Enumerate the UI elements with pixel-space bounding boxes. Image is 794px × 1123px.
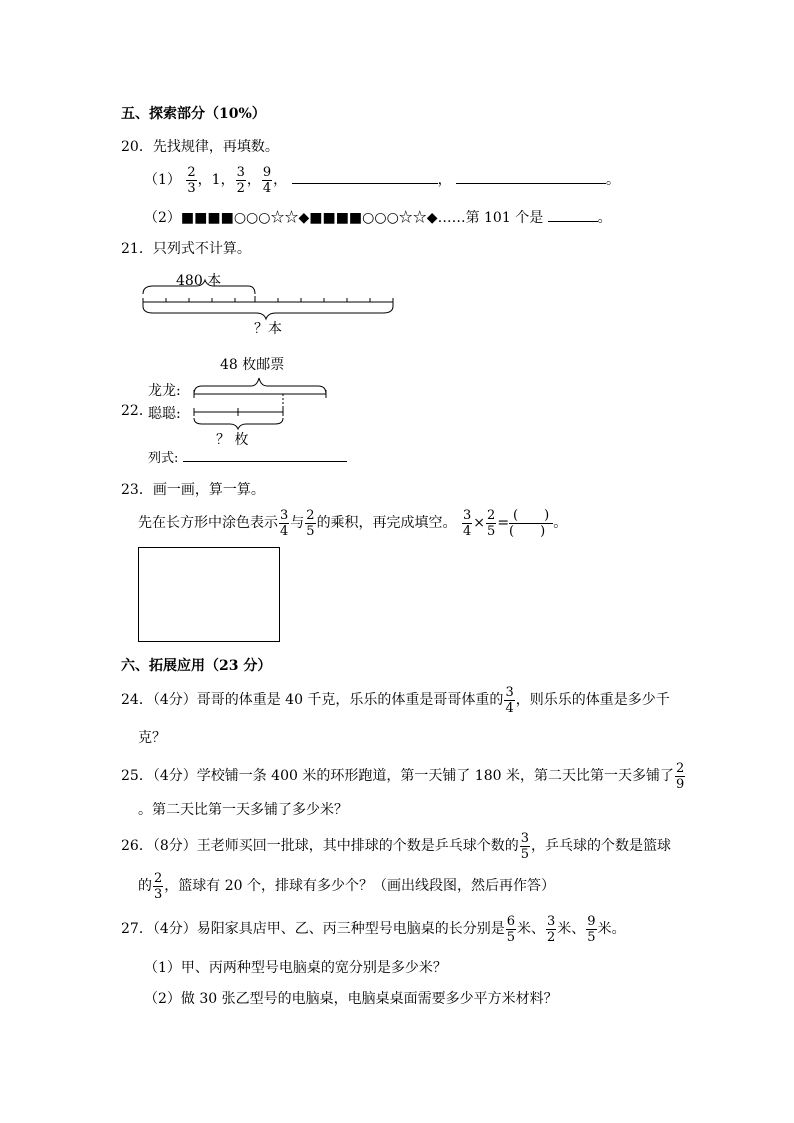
q24-line-2: 克？: [138, 730, 166, 746]
q20-frac-9-4: $\frac{9}{4}$: [262, 164, 272, 196]
q27-frac-3-2: $\frac{3}{2}$: [547, 913, 556, 945]
q24-text-a: 24．（4分）哥哥的体重是 40 千克，乐乐的体重是哥哥体重的: [121, 692, 504, 708]
q23-eq-frac-3-4: $\frac{3}{4}$: [463, 507, 472, 539]
q20-text: 先找规律，再填数。: [152, 139, 279, 155]
q25-text-a: 25．（4分）学校铺一条 400 米的环形跑道，第一天铺了 180 米，第二天比第一天多铺了: [121, 768, 674, 784]
q25-frac-2-9: $\frac{2}{9}$: [675, 760, 685, 792]
q25-line-2: 。第二天比第一天多铺了多少米？: [138, 802, 348, 818]
q27-unit-2: 米、: [557, 921, 586, 937]
q20-answer-blank-2[interactable]: [456, 183, 606, 184]
q22-top-brace: [194, 378, 326, 394]
q22-line-diagram: [146, 350, 336, 450]
q23-line-b: 的乘积，再完成填空。: [316, 515, 457, 531]
q26-text-d: ，篮球有 20 个，排球有多少个？（画出线段图，然后再作答）: [164, 878, 555, 894]
q27-sub-question-2: （2）做 30 张乙型号的电脑桌，电脑桌桌面需要多少平方米材料？: [144, 991, 558, 1007]
q20-part1-end: 。: [606, 172, 621, 188]
q24-line-1: [121, 680, 670, 720]
q23-instruction: [138, 504, 567, 542]
q21-label-top: 480 本: [176, 273, 222, 289]
q20-frac-2-3: $\frac{2}{3}$: [187, 164, 196, 196]
q23-line-a: 先在长方形中涂色表示: [138, 515, 278, 531]
q20-part2-text: ■■■■○○○☆☆◆■■■■○○○☆☆◆……第 101 个是: [180, 210, 544, 226]
q20-part2: [144, 207, 612, 227]
q20-part1-sep2: ，: [437, 172, 452, 188]
q25-line-1: [121, 756, 686, 796]
q23-frac-3-4: $\frac{3}{4}$: [280, 507, 289, 539]
q26-line-2: [138, 866, 555, 906]
q26-text-b: ，乒乓球的个数是篮球: [531, 838, 672, 854]
q26-frac-2-3: $\frac{2}{3}$: [154, 870, 163, 902]
q21-text: 只列式不计算。: [152, 241, 251, 257]
q21-number: 21．: [121, 241, 153, 257]
q21-ticks: [143, 296, 393, 306]
q27-unit-1: 米、: [517, 921, 546, 937]
q23-title: [121, 479, 265, 499]
q23-times: ×: [473, 515, 486, 531]
q20-part1-comma: ，: [246, 172, 261, 188]
q26-text-a: 26．（8分）王老师买回一批球，其中排球的个数是乒乓球个数的: [121, 838, 519, 854]
q21-line-diagram: [138, 266, 398, 338]
q20-part1-label: （1）: [144, 172, 181, 188]
q24-text-b: ，则乐乐的体重是多少千: [515, 692, 670, 708]
q22-formula-blank[interactable]: [183, 461, 347, 462]
q23-drawing-rectangle[interactable]: [138, 547, 280, 642]
q22-formula-line: [148, 447, 347, 466]
q22-number: 22．: [121, 403, 153, 419]
q22-label-bottom: ？ 枚: [216, 432, 249, 448]
q23-end: 。: [553, 515, 568, 531]
q26-text-c: 的: [138, 878, 152, 894]
section-6-title: 六、拓展应用（23 分）: [121, 658, 272, 674]
q22-name-congcong: 聪聪:: [148, 406, 181, 422]
q27-line-1: [121, 909, 626, 949]
section-5-title: 五、探索部分（10%）: [121, 106, 266, 122]
q27-frac-6-5: $\frac{6}{5}$: [506, 913, 516, 945]
q27-frac-9-5: $\frac{9}{5}$: [587, 913, 596, 945]
q21-label-bottom: ？本: [254, 321, 282, 337]
q20-frac-3-2: $\frac{3}{2}$: [236, 164, 245, 196]
q20-title: [121, 136, 279, 156]
q20-part1-mid: ，1，: [197, 172, 235, 188]
q20-part2-answer-blank[interactable]: [548, 221, 598, 222]
q20-answer-blank-1[interactable]: [292, 183, 438, 184]
q27-text-a: 27．（4分）易阳家具店甲、乙、丙三种型号电脑桌的长分别是: [121, 921, 505, 937]
q20-part1-sep1: ，: [273, 172, 288, 188]
q20-number: 20．: [121, 139, 153, 155]
q22-label-top: 48 枚邮票: [220, 357, 285, 373]
q23-eq-frac-2-5: $\frac{2}{5}$: [487, 507, 496, 539]
q23-mid: 与: [290, 515, 305, 531]
q20-part2-label: （2）: [144, 210, 181, 226]
q26-frac-3-5: $\frac{3}{5}$: [520, 830, 530, 862]
q24-frac-3-4: $\frac{3}{4}$: [505, 684, 514, 716]
q27-sub-question-1: （1）甲、丙两种型号电脑桌的宽分别是多少米？: [144, 960, 447, 976]
q27-unit-3: 米。: [597, 921, 626, 937]
q20-part2-end: 。: [597, 210, 612, 226]
q23-number: 23．: [121, 482, 153, 498]
q26-line-1: [121, 826, 671, 866]
q22-formula-label: 列式:: [148, 451, 179, 466]
q21-title: [121, 238, 251, 258]
q22-name-longlong: 龙龙:: [148, 383, 181, 399]
q20-part1: [144, 162, 620, 198]
q23-frac-2-5: $\frac{2}{5}$: [306, 507, 315, 539]
q22-bottom-brace: [194, 418, 283, 429]
q23-equals: =: [497, 515, 510, 531]
q23-text: 画一画，算一算。: [152, 482, 265, 498]
q23-answer-fraction[interactable]: ( ) ( ): [509, 508, 553, 539]
